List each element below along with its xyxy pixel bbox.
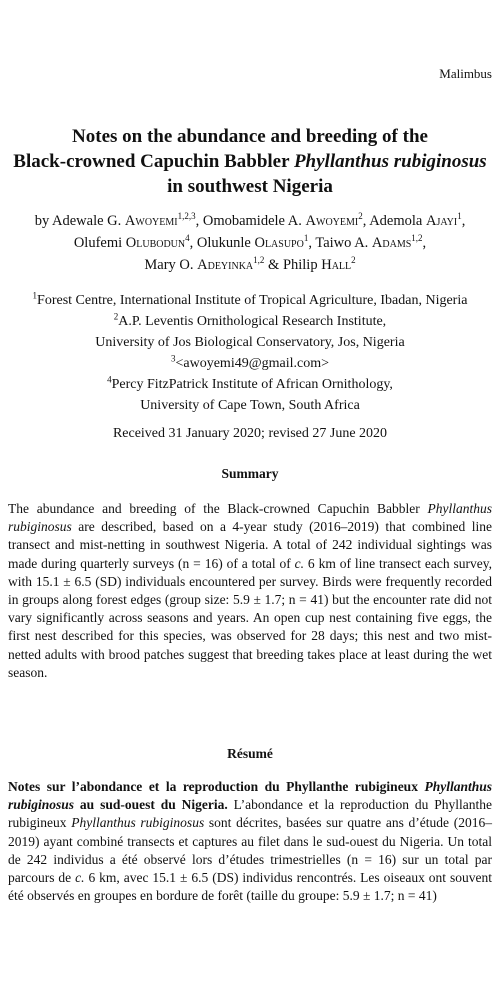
title-line-3: in southwest Nigeria <box>167 176 333 197</box>
article-title <box>0 124 500 199</box>
summary-heading: Summary <box>221 466 279 481</box>
authors-prefix: by <box>34 213 53 229</box>
author-list <box>0 210 500 276</box>
affiliation-3-email: $^3$<awoyemi49@gmail.com> <box>171 353 329 371</box>
affiliation-2-cont: University of Jos Biological Conservatory, Jos, Nigeria <box>95 335 405 350</box>
received-dates: Received 31 January 2020; revised 27 June 2020 <box>112 426 388 441</box>
author: Olufemi Olubodun$^4$ <box>73 233 190 251</box>
author: Omobamidele A. Awoyemi$^2$ <box>202 211 363 229</box>
resume-heading: Résumé <box>227 746 273 761</box>
author-line-3: Mary O. Adeyinka$^{1,2}$ & Philip Hall$^2$ <box>144 255 356 273</box>
resume-title: Notes sur l’abondance et la reproduction du Phyllanthe rubigineux Phyllanthus rubiginosus au sud-ouest du Nigeria. <box>8 779 492 813</box>
species-name: Phyllanthus rubiginosus <box>71 815 205 831</box>
summary-paragraph: The abundance and breeding of the Black-crowned Capuchin Babbler Phyllanthus rubiginosus are described, based on a 4-year study (2016–2019) that combined line transect and mist-netting in southwest Nigeria. A total of 242 individual sightings was made during quarterly surveys (n = 16) of a total of c. 6 km of line transect each survey, with 15.1 ± 6.5 (SD) individuals encountered per survey. Birds were frequently recorded in groups along forest edges (group size: 5.9 ± 1.7; n = 41) but the encounter rate did not vary significantly across seasons and years. An open cup nest containing five eggs, the first nest described for this species, was observed for 28 days; this nest and two mist-netted adults with brood patches suggest that breeding takes place at least during the wet season. <box>8 501 492 680</box>
author-line-1: by Adewale G. Awoyemi$^{1,2,3}$, Omobamidele A. Awoyemi$^2$, Ademola Ajayi$^1$, <box>34 211 466 229</box>
affiliations <box>0 290 500 416</box>
title-line-2 <box>0 149 500 174</box>
author: Ademola Ajayi$^1$ <box>369 211 462 229</box>
author: Philip Hall$^2$ <box>282 255 356 273</box>
affiliation-4-cont: University of Cape Town, South Africa <box>140 398 360 413</box>
author: Taiwo A. Adams$^{1,2}$ <box>315 233 423 251</box>
affiliation-4: $^4$Percy FitzPatrick Institute of African Ornithology, <box>107 374 393 392</box>
author: Olukunle Olasupo$^1$ <box>196 233 309 251</box>
author-line-2: Olufemi Olubodun$^4$, Olukunle Olasupo$^1$, Taiwo A. Adams$^{1,2}$, <box>73 233 427 251</box>
affiliation-2: $^2$A.P. Leventis Ornithological Research Institute, <box>113 311 387 329</box>
author: Mary O. Adeyinka$^{1,2}$ <box>144 255 265 273</box>
title-line-1: Notes on the abundance and breeding of the <box>72 126 428 147</box>
resume-paragraph: Notes sur l’abondance et la reproduction du Phyllanthe rubigineux Phyllanthus rubiginosus au sud-ouest du Nigeria. L’abondance et la reproduction du Phyllanthe rubigineux Phyllanthus rubiginosus sont décrites, basées sur quatre ans d’étude (2016–2019) ayant combiné transects et captures au filet dans le sud-ouest du Nigeria. Un total de 242 individus a été observé lors d’études trimestrielles (n = 16) sur un total par parcours de c. 6 km, avec 15.1 ± 6.5 (DS) individus rencontrés. Les oiseaux ont souvent été observés en groupes en bordure de forêt (taille du groupe: 5.9 ± 1.7; n = 41) <box>8 779 492 904</box>
journal-name: Malimbus <box>439 66 492 81</box>
title-species-name: Phyllanthus rubiginosus <box>293 151 487 172</box>
author: Adewale G. Awoyemi$^{1,2,3}$ <box>52 211 196 229</box>
species-name: Phyllanthus rubiginosus <box>8 501 492 535</box>
affiliation-1: $^1$Forest Centre, International Institute of Tropical Agriculture, Ibadan, Nigeria <box>32 290 468 308</box>
title-common-name: Black-crowned Capuchin Babbler <box>13 151 294 172</box>
